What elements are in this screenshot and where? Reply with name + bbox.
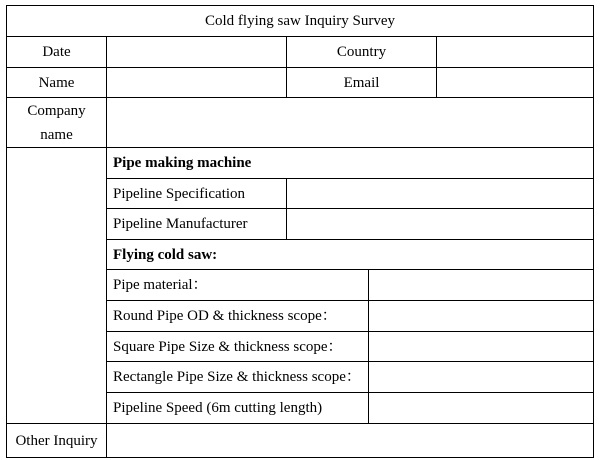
flying-cold-saw-heading: Flying cold saw:: [113, 246, 218, 263]
square-pipe-label: Square Pipe Size & thickness scope：: [113, 338, 343, 355]
pipeline-manufacturer-label: Pipeline Manufacturer: [113, 216, 248, 232]
email-field[interactable]: [437, 68, 593, 97]
form-title: Cold flying saw Inquiry Survey: [205, 13, 395, 29]
country-label: Country: [336, 44, 387, 60]
square-pipe-field[interactable]: [369, 332, 593, 361]
name-field[interactable]: [107, 68, 286, 97]
other-inquiry-field[interactable]: [107, 424, 593, 457]
pipeline-specification-field[interactable]: [287, 179, 593, 208]
pipeline-speed-field[interactable]: [369, 393, 593, 423]
grid-line: [6, 457, 594, 458]
round-pipe-label: Round Pipe OD & thickness scope：: [113, 308, 337, 324]
pipe-material-label: Pipe material：: [113, 277, 208, 293]
pipeline-manufacturer-field[interactable]: [287, 209, 593, 239]
round-pipe-field[interactable]: [369, 301, 593, 331]
date-label: Date: [42, 44, 71, 60]
pipe-making-machine-heading: Pipe making machine: [113, 155, 252, 171]
company-name-field[interactable]: [107, 98, 593, 147]
rectangle-pipe-label: Rectangle Pipe Size & thickness scope：: [113, 369, 361, 385]
company-name-label: Company name: [27, 102, 86, 143]
pipeline-specification-label: Pipeline Specification: [113, 185, 246, 202]
other-inquiry-label: Other Inquiry: [15, 432, 98, 449]
date-field[interactable]: [107, 37, 286, 67]
grid-line: [593, 5, 594, 458]
name-label: Name: [38, 74, 75, 91]
rectangle-pipe-field[interactable]: [369, 362, 593, 392]
email-label: Email: [343, 74, 380, 91]
country-field[interactable]: [437, 37, 593, 67]
pipe-material-field[interactable]: [369, 270, 593, 300]
pipeline-speed-label: Pipeline Speed (6m cutting length): [113, 400, 323, 416]
